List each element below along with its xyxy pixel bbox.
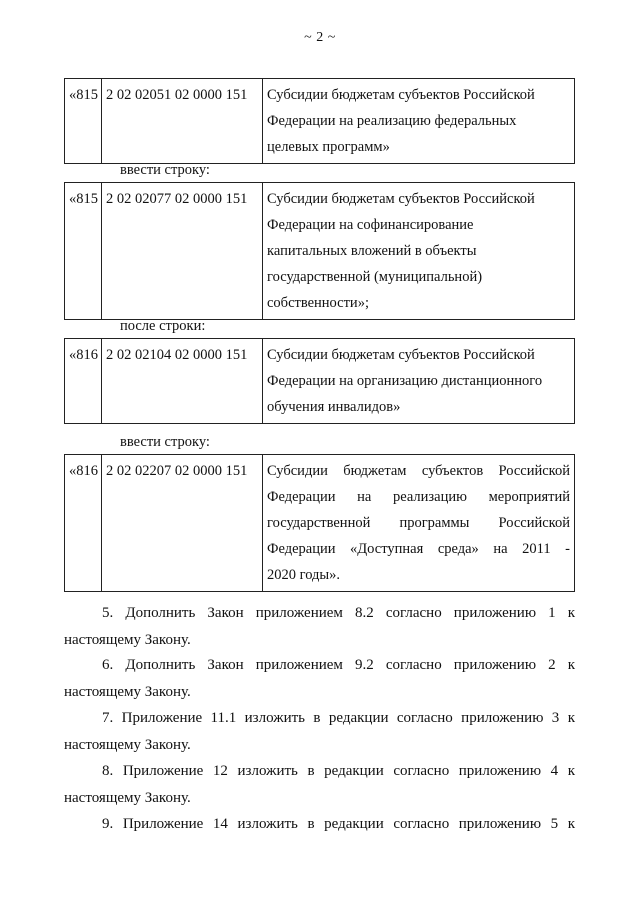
paragraph-line: 5. Дополнить Закон приложением 8.2 согласно приложению 1 к	[102, 605, 575, 621]
paragraph-line: настоящему Закону.	[64, 790, 191, 806]
description-line: Федерации «Доступная среда» на 2011 -	[267, 541, 570, 557]
paragraph-line: 9. Приложение 14 изложить в редакции согласно приложению 5 к	[102, 816, 575, 832]
budget-code-table-3	[64, 338, 575, 424]
admin-code-cell: «815	[65, 183, 102, 320]
description-cell	[263, 79, 575, 164]
kbk-code-cell: 2 02 02051 02 0000 151	[102, 79, 263, 164]
page-number: ~ 2 ~	[304, 30, 336, 45]
description-cell	[263, 183, 575, 320]
table-row	[65, 79, 575, 164]
description-cell	[263, 339, 575, 424]
connector-text: ввести строку:	[120, 162, 210, 178]
connector-text: после строки:	[120, 318, 206, 334]
paragraph-line: настоящему Закону.	[64, 632, 191, 648]
table-row	[65, 183, 575, 320]
table-row	[65, 339, 575, 424]
paragraph-line: 6. Дополнить Закон приложением 9.2 согласно приложению 2 к	[102, 657, 575, 673]
description-line: капитальных вложений в объекты	[267, 243, 477, 259]
amendment-paragraph-9	[64, 811, 575, 838]
admin-code-cell: «815	[65, 79, 102, 164]
description-line: Федерации на реализацию мероприятий	[267, 489, 570, 505]
description-line: целевых программ»	[267, 139, 390, 155]
amendment-paragraph-6	[64, 652, 575, 706]
description-line: Федерации на софинансирование	[267, 217, 474, 233]
budget-code-table-4	[64, 454, 575, 592]
description-line: 2020 годы».	[267, 567, 341, 583]
description-line: Субсидии бюджетам субъектов Российской	[267, 191, 535, 207]
paragraph-line: настоящему Закону.	[64, 684, 191, 700]
table-row	[65, 455, 575, 592]
description-line: государственной (муниципальной)	[267, 269, 483, 285]
amendment-paragraph-5	[64, 600, 575, 654]
description-line: обучения инвалидов»	[267, 399, 401, 415]
paragraph-line: настоящему Закону.	[64, 737, 191, 753]
kbk-code-cell: 2 02 02104 02 0000 151	[102, 339, 263, 424]
connector-text: ввести строку:	[120, 434, 210, 450]
description-line: Субсидии бюджетам субъектов Российской	[267, 347, 535, 363]
paragraph-line: 8. Приложение 12 изложить в редакции согласно приложению 4 к	[102, 763, 575, 779]
description-line: государственной программы Российской	[267, 515, 570, 531]
description-line: Федерации на реализацию федеральных	[267, 113, 517, 129]
admin-code-cell: «816	[65, 339, 102, 424]
description-line: собственности»;	[267, 295, 369, 311]
description-line: Федерации на организацию дистанционного	[267, 373, 543, 389]
amendment-paragraph-7	[64, 705, 575, 759]
kbk-code-cell: 2 02 02077 02 0000 151	[102, 183, 263, 320]
paragraph-line: 7. Приложение 11.1 изложить в редакции согласно приложению 3 к	[102, 710, 575, 726]
amendment-paragraph-8	[64, 758, 575, 812]
kbk-code-cell: 2 02 02207 02 0000 151	[102, 455, 263, 592]
budget-code-table-2	[64, 182, 575, 320]
description-cell	[263, 455, 575, 592]
budget-code-table-1	[64, 78, 575, 164]
description-line: Субсидии бюджетам субъектов Российской	[267, 463, 570, 479]
description-line: Субсидии бюджетам субъектов Российской	[267, 87, 535, 103]
admin-code-cell: «816	[65, 455, 102, 592]
